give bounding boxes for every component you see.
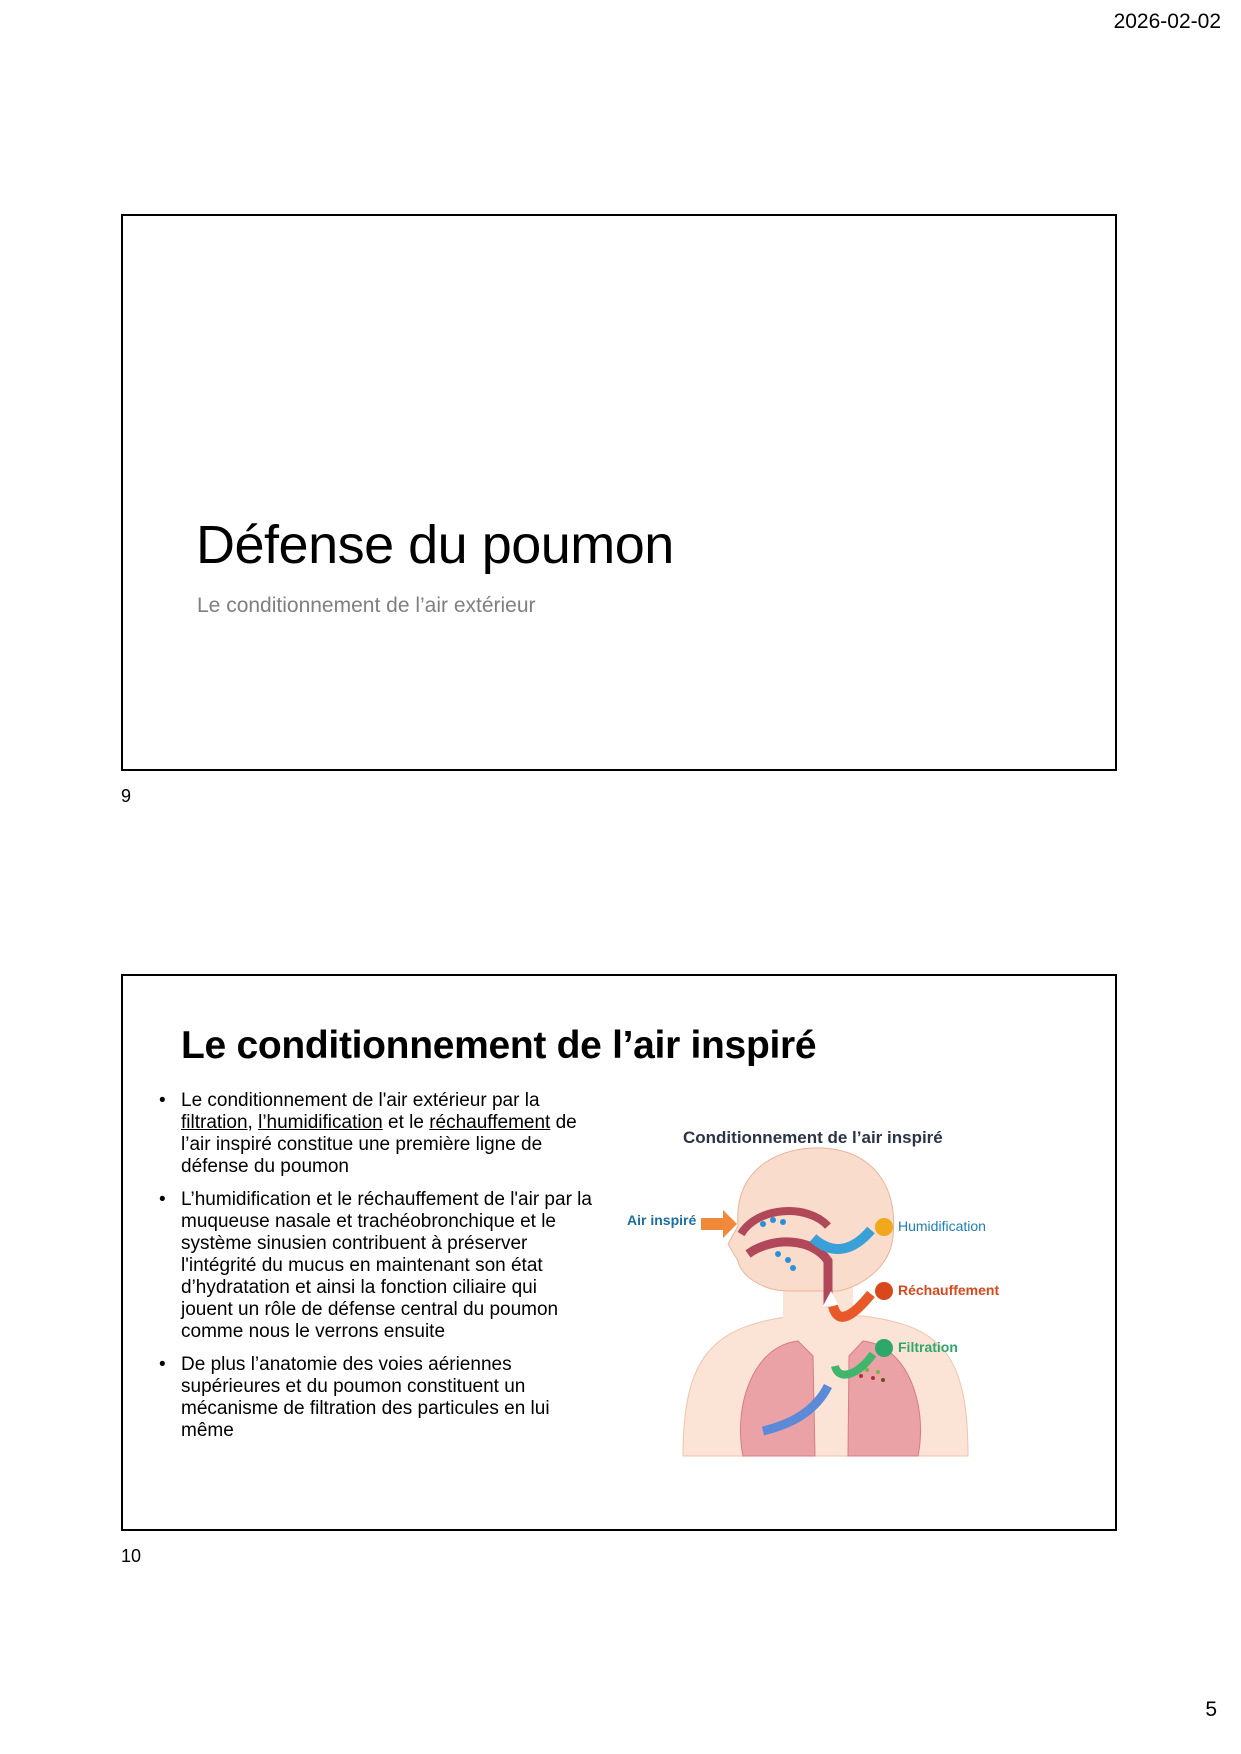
page-number: 5 xyxy=(1205,1698,1217,1721)
bullet-item: • De plus l’anatomie des voies aériennes supérieures et du poumon constituent un mécanisme de filtration des particules en lui même xyxy=(153,1354,593,1442)
label-humidification: Humidification xyxy=(898,1218,986,1234)
slide-subtitle: Le conditionnement de l’air extérieur xyxy=(197,594,536,617)
term-filtration: filtration xyxy=(181,1112,248,1133)
water-drop-icon xyxy=(875,1218,893,1236)
slide-10 xyxy=(121,974,1117,1531)
bullet-item xyxy=(153,1090,593,1178)
bullet-text: de l’air inspiré constitue une première ligne de défense du poumon xyxy=(181,1112,577,1177)
header-date: 2026-02-02 xyxy=(1113,10,1221,33)
bullet-text: et le xyxy=(382,1112,430,1133)
slide-number: 10 xyxy=(121,1546,142,1566)
filter-icon xyxy=(875,1339,893,1357)
slide-title: Défense du poumon xyxy=(196,515,674,575)
label-air-inspire: Air inspiré xyxy=(627,1212,697,1228)
label-rechauffement: Réchauffement xyxy=(898,1282,1000,1298)
bullet-list xyxy=(153,1090,593,1453)
term-rechauffement: réchauffement xyxy=(429,1112,551,1133)
label-filtration: Filtration xyxy=(898,1339,958,1355)
thermometer-icon xyxy=(875,1282,893,1300)
slide-number: 9 xyxy=(121,786,132,806)
bullet-text: , xyxy=(247,1112,259,1133)
slide-title: Le conditionnement de l’air inspiré xyxy=(181,1024,817,1067)
slide-9 xyxy=(121,214,1117,771)
bullet-text: Le conditionnement de l'air extérieur par la xyxy=(181,1090,540,1111)
term-humidification: l’humidification xyxy=(258,1112,383,1133)
bullet-item: • L’humidification et le réchauffement de l'air par la muqueuse nasale et trachéobronchique et le système sinusien contribuent à préserver l'intégrité du mucus en maintenant son état d’hydratation et ainsi la fonction ciliaire qui jouent un rôle de défense central du poumon comme nous le verrons ensuite xyxy=(153,1189,593,1343)
figure-title: Conditionnement de l’air inspiré xyxy=(683,1128,943,1147)
respiratory-diagram xyxy=(623,1126,1023,1466)
